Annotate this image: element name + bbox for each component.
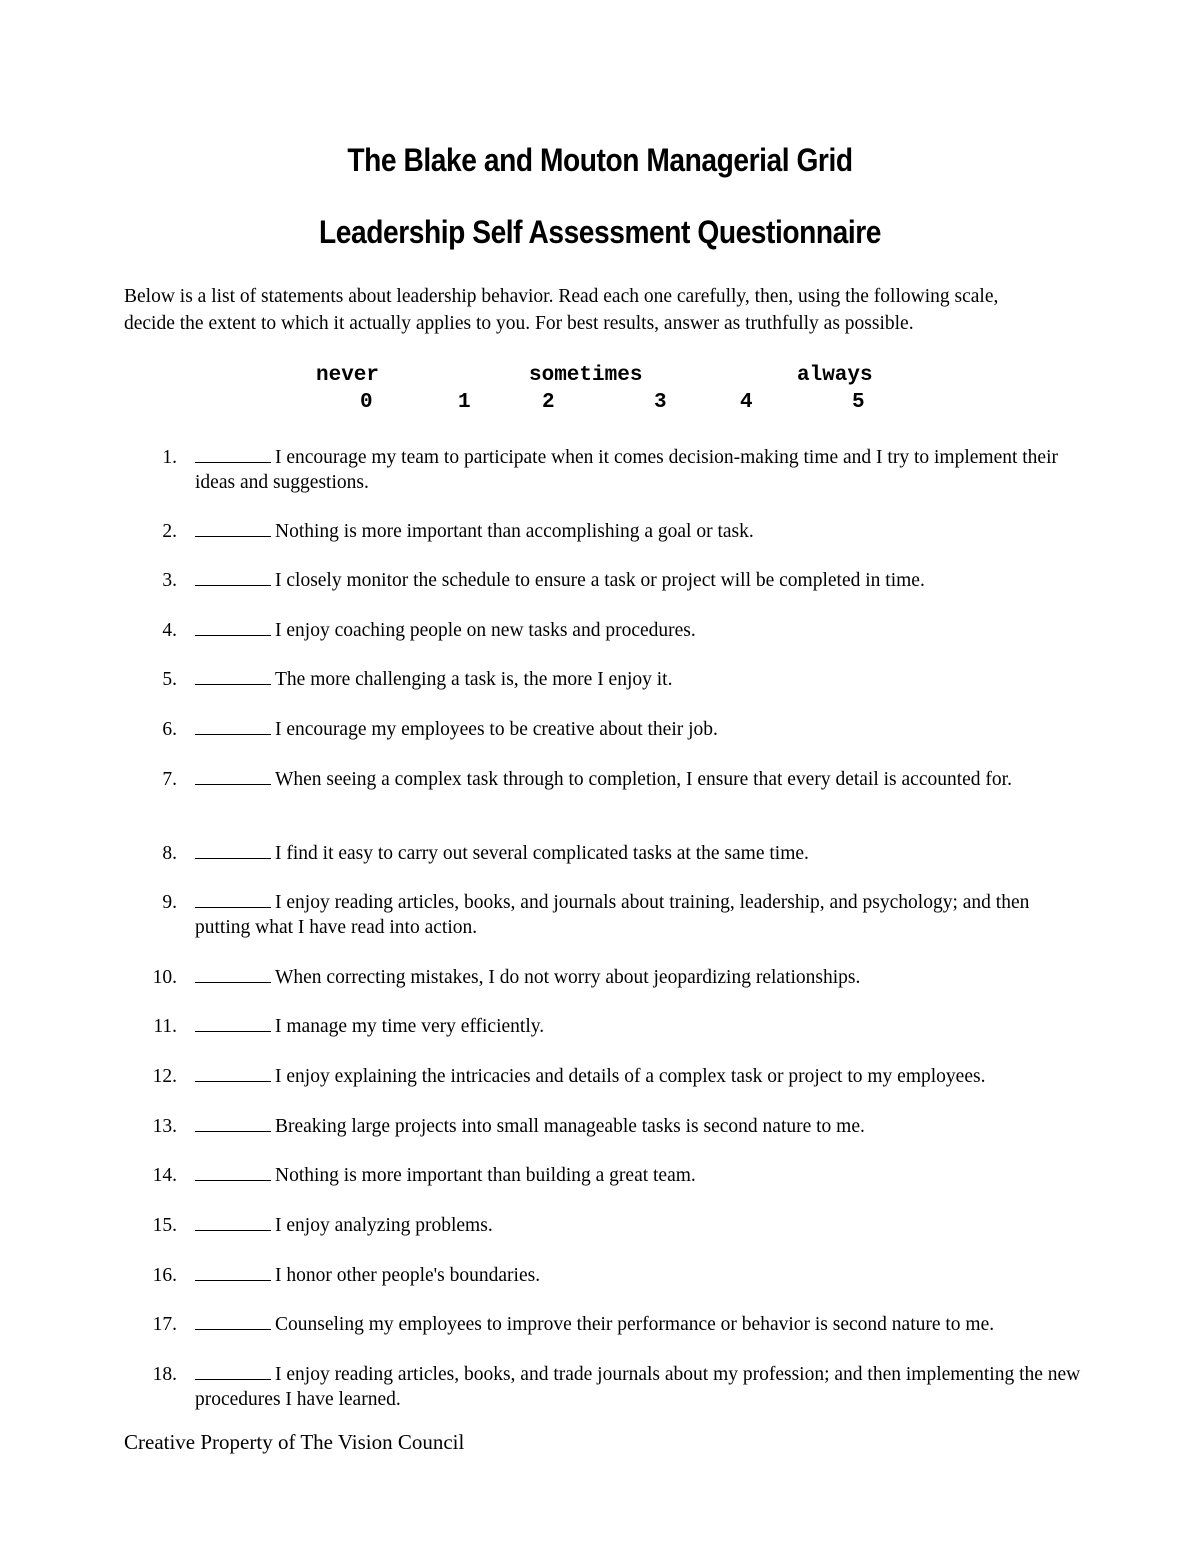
question-item xyxy=(124,1213,1084,1238)
scale-label-always: always xyxy=(797,364,873,387)
question-text: When correcting mistakes, I do not worry about jeopardizing relationships. xyxy=(275,967,861,988)
question-text: The more challenging a task is, the more I enjoy it. xyxy=(275,669,673,690)
question-item xyxy=(124,767,1084,792)
answer-blank[interactable] xyxy=(195,1264,271,1281)
question-item xyxy=(124,1064,1084,1089)
question-text: Nothing is more important than accomplishing a goal or task. xyxy=(275,521,754,542)
question-text: I encourage my employees to be creative about their job. xyxy=(275,719,718,740)
answer-blank[interactable] xyxy=(195,768,271,785)
question-text: I encourage my team to participate when it comes decision-making time and I try to implement their ideas and suggestions. xyxy=(195,447,1058,493)
question-item xyxy=(124,1014,1084,1039)
question-text: When seeing a complex task through to completion, I ensure that every detail is accounted for. xyxy=(275,769,1012,790)
question-text: I enjoy reading articles, books, and trade journals about my profession; and then implementing the new procedures I have learned. xyxy=(195,1364,1081,1410)
document-title: The Blake and Mouton Managerial Grid xyxy=(347,142,853,178)
scale-number-3: 3 xyxy=(654,391,667,414)
question-item xyxy=(124,618,1084,643)
question-number: 6. xyxy=(162,719,177,740)
answer-blank[interactable] xyxy=(195,446,271,463)
question-number: 7. xyxy=(162,769,177,790)
answer-blank[interactable] xyxy=(195,1015,271,1032)
question-item xyxy=(124,1312,1084,1337)
question-item xyxy=(124,568,1084,593)
answer-blank[interactable] xyxy=(195,1065,271,1082)
question-number: 8. xyxy=(162,843,177,864)
question-number: 18. xyxy=(152,1364,177,1385)
question-text: I enjoy coaching people on new tasks and procedures. xyxy=(275,620,696,641)
answer-blank[interactable] xyxy=(195,718,271,735)
answer-blank[interactable] xyxy=(195,1115,271,1132)
question-text: I enjoy analyzing problems. xyxy=(275,1215,493,1236)
question-text: Counseling my employees to improve their performance or behavior is second nature to me. xyxy=(275,1314,995,1335)
question-text: I enjoy explaining the intricacies and details of a complex task or project to my employees. xyxy=(275,1066,986,1087)
question-number: 10. xyxy=(152,967,177,988)
scale-number-0: 0 xyxy=(360,391,373,414)
footer-copyright: Creative Property of The Vision Council xyxy=(124,1430,465,1454)
question-item xyxy=(124,890,1084,940)
question-item xyxy=(124,841,1084,866)
question-item xyxy=(124,1263,1084,1288)
question-number: 11. xyxy=(153,1016,177,1037)
question-number: 16. xyxy=(152,1265,177,1286)
answer-blank[interactable] xyxy=(195,842,271,859)
question-number: 9. xyxy=(162,892,177,913)
document-subtitle: Leadership Self Assessment Questionnaire xyxy=(319,214,881,250)
question-item xyxy=(124,1163,1084,1188)
answer-blank[interactable] xyxy=(195,619,271,636)
scale-labels xyxy=(0,364,1200,390)
question-number: 12. xyxy=(152,1066,177,1087)
answer-blank[interactable] xyxy=(195,520,271,537)
answer-blank[interactable] xyxy=(195,1214,271,1231)
scale-label-never: never xyxy=(316,364,380,387)
scale-number-5: 5 xyxy=(852,391,865,414)
question-number: 13. xyxy=(152,1116,177,1137)
scale-number-2: 2 xyxy=(542,391,555,414)
question-text: I honor other people's boundaries. xyxy=(275,1265,541,1286)
question-text: I closely monitor the schedule to ensure a task or project will be completed in time. xyxy=(275,570,925,591)
question-text: I find it easy to carry out several complicated tasks at the same time. xyxy=(275,843,809,864)
answer-blank[interactable] xyxy=(195,891,271,908)
scale-number-1: 1 xyxy=(458,391,471,414)
question-item xyxy=(124,1114,1084,1139)
question-number: 4. xyxy=(162,620,177,641)
scale-label-sometimes: sometimes xyxy=(529,364,643,387)
intro-paragraph: Below is a list of statements about leadership behavior. Read each one carefully, then, using the following scale, decide the extent to which it actually applies to you. For best results, answer as truthfully as possible. xyxy=(124,286,999,334)
question-number: 1. xyxy=(162,447,177,468)
answer-blank[interactable] xyxy=(195,966,271,983)
question-item xyxy=(124,1362,1084,1412)
question-text: I enjoy reading articles, books, and journals about training, leadership, and psychology; and then putting what I have read into action. xyxy=(195,892,1030,938)
answer-blank[interactable] xyxy=(195,1313,271,1330)
question-item xyxy=(124,519,1084,544)
question-item xyxy=(124,667,1084,692)
answer-blank[interactable] xyxy=(195,668,271,685)
question-number: 3. xyxy=(162,570,177,591)
question-text: I manage my time very efficiently. xyxy=(275,1016,545,1037)
question-number: 15. xyxy=(152,1215,177,1236)
question-number: 5. xyxy=(162,669,177,690)
answer-blank[interactable] xyxy=(195,1363,271,1380)
question-text: Breaking large projects into small manageable tasks is second nature to me. xyxy=(275,1116,865,1137)
scale-number-4: 4 xyxy=(740,391,753,414)
question-number: 2. xyxy=(162,521,177,542)
question-number: 17. xyxy=(152,1314,177,1335)
question-item xyxy=(124,717,1084,742)
scale-numbers xyxy=(0,391,1200,417)
answer-blank[interactable] xyxy=(195,1164,271,1181)
question-text: Nothing is more important than building a great team. xyxy=(275,1165,696,1186)
question-number: 14. xyxy=(152,1165,177,1186)
question-item xyxy=(124,445,1084,495)
question-item xyxy=(124,965,1084,990)
answer-blank[interactable] xyxy=(195,569,271,586)
